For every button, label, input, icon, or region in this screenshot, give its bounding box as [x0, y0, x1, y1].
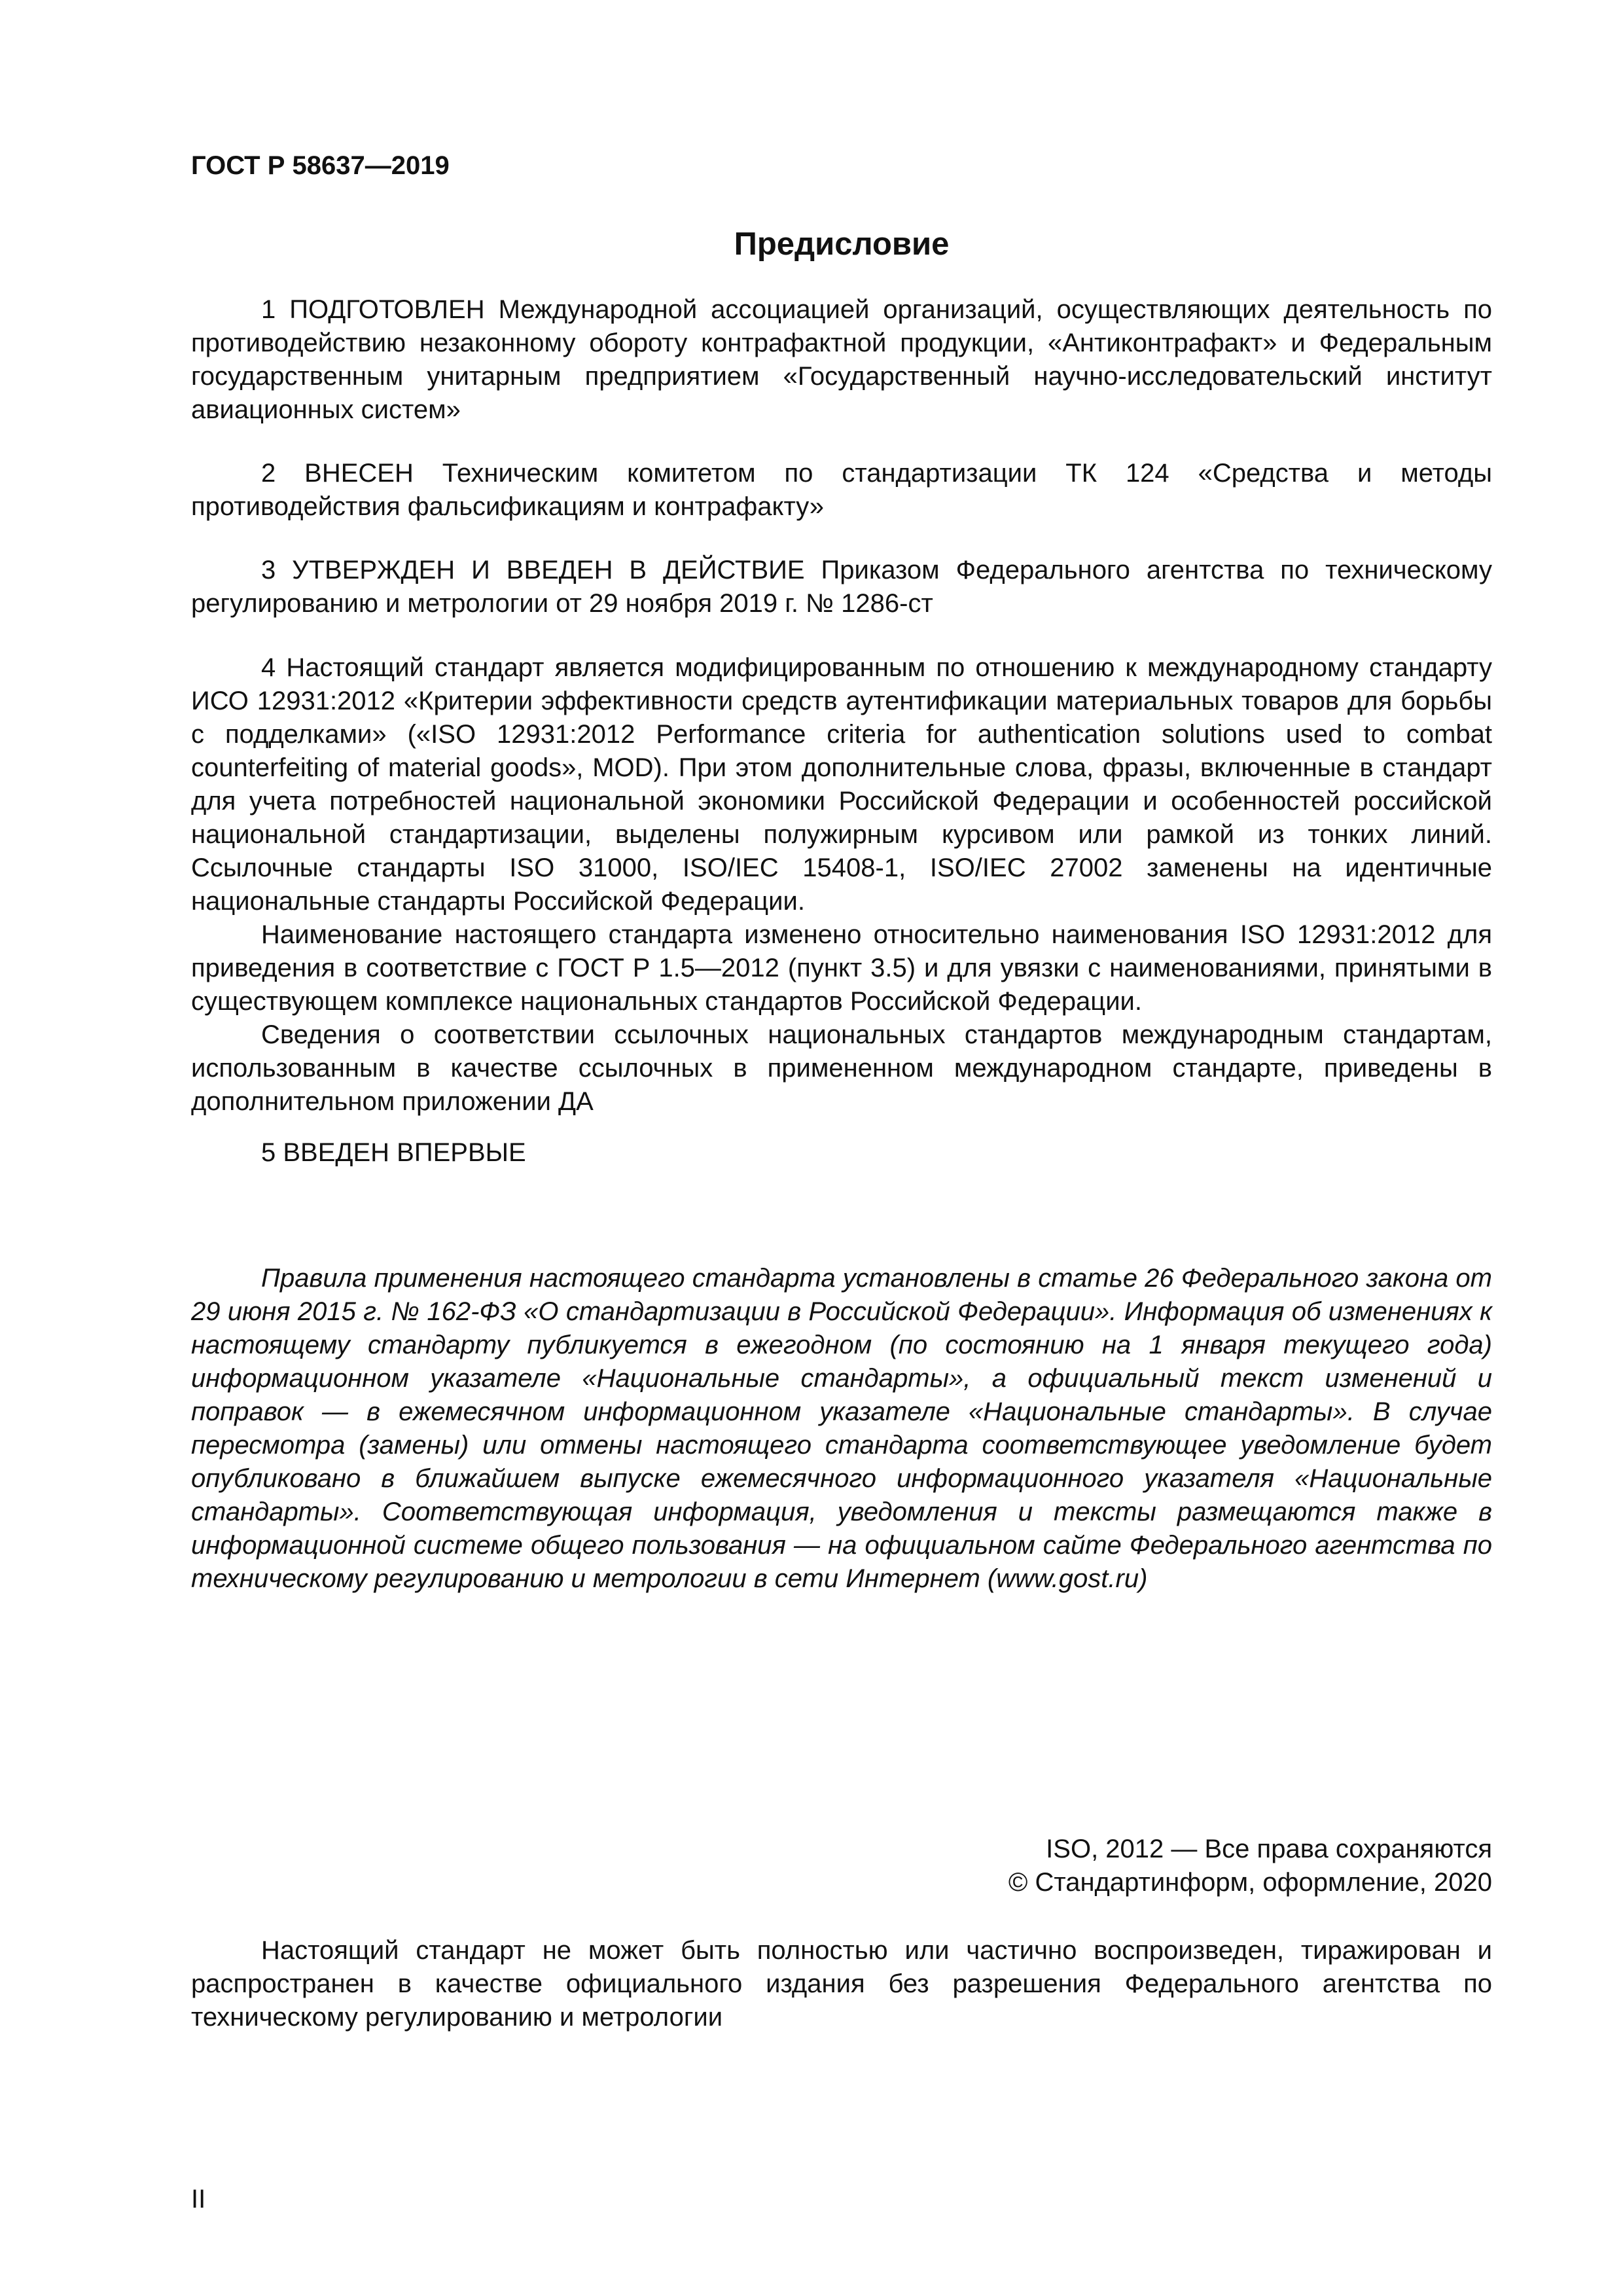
foreword-item-5 — [191, 1136, 1492, 1170]
copyright-standartinform: © Стандартинформ, оформление, 2020 — [1008, 1868, 1492, 1897]
rules-note — [191, 1262, 1492, 1596]
foreword-item-2-text: 2 ВНЕСЕН Техническим комитетом по стандартизации ТК 124 «Средства и методы противодействия фальсификациям и контрафакту» — [191, 459, 1492, 521]
foreword-item-4 — [191, 651, 1492, 1119]
foreword-item-3 — [191, 554, 1492, 620]
document-code: ГОСТ Р 58637—2019 — [191, 151, 450, 180]
copyright-block — [191, 1833, 1492, 1899]
foreword-item-3-text: 3 УТВЕРЖДЕН И ВВЕДЕН В ДЕЙСТВИЕ Приказом Федерального агентства по техническому регулированию и метрологии от 29 ноября 2019 г. № 1286-ст — [191, 556, 1492, 618]
foreword-item-4-name-change: Наименование настоящего стандарта изменено относительно наименования ISO 12931:2012 для приведения в соответствие с ГОСТ Р 1.5—2012 (пункт 3.5) и для увязки с наименованиями, принятыми в существующем комплексе национальных стандартов Российской Федерации. — [191, 920, 1492, 1016]
page-title: Предисловие — [734, 226, 950, 262]
foreword-item-4-references: Сведения о соответствии ссылочных национальных стандартов международным стандартам, использованным в качестве ссылочных в примененном международном стандарте, приведены в дополнительном приложении ДА — [191, 1020, 1492, 1116]
reproduction-note-text: Настоящий стандарт не может быть полностью или частично воспроизведен, тиражирован и распространен в качестве официального издания без разрешения Федерального агентства по техническому регулированию и метрологии — [191, 1936, 1492, 2032]
rules-note-text: Правила применения настоящего стандарта установлены в статье 26 Федерального закона от 29 июня 2015 г. № 162-ФЗ «О стандартизации в Российской Федерации». Информация об изменениях к настоящему стандарту публикуется в ежегодном (по состоянию на 1 января текущего года) информационном указателе «Национальные стандарты», а официальный текст изменений и поправок — в ежемесячном информационном указателе «Национальные стандарты». В случае пересмотра (замены) или отмены настоящего стандарта соответствующее уведомление будет опубликовано в ближайшем выпуске ежемесячного информационного указателя «Национальные стандарты». Соответствующая информация, уведомления и тексты размещаются также в информационной системе общего пользования — на официальном сайте Федерального агентства по техническому регулированию и метрологии в сети Интернет (www.gost.ru) — [191, 1264, 1492, 1593]
reproduction-note — [191, 1934, 1492, 2034]
foreword-item-1-text: 1 ПОДГОТОВЛЕН Международной ассоциацией организаций, осуществляющих деятельность по противодействию незаконному обороту контрафактной продукции, «Антиконтрафакт» и Федеральным государственным унитарным предприятием «Государственный научно-исследовательский институт авиационных систем» — [191, 295, 1492, 424]
foreword-item-2 — [191, 457, 1492, 524]
foreword-item-1 — [191, 293, 1492, 427]
foreword-item-4-text: 4 Настоящий стандарт является модифицированным по отношению к международному стандарту ИСО 12931:2012 «Критерии эффективности средств аутентификации материальных товаров для борьбы с подделками» («ISO 12931:2012 Performance criteria for authentication solutions used to combat counterfeiting of material goods», MOD). При этом дополнительные слова, фразы, включенные в стандарт для учета потребностей национальной экономики Российской Федерации и особенностей российской национальной стандартизации, выделены полужирным курсивом или рамкой из тонких линий. Ссылочные стандарты ISO 31000, ISO/IEC 15408-1, ISO/IEC 27002 заменены на идентичные национальные стандарты Российской Федерации. — [191, 653, 1492, 916]
foreword-item-5-text: 5 ВВЕДЕН ВПЕРВЫЕ — [261, 1138, 526, 1167]
copyright-iso: ISO, 2012 — Все права сохраняются — [1046, 1835, 1492, 1863]
page-number: II — [191, 2185, 206, 2214]
